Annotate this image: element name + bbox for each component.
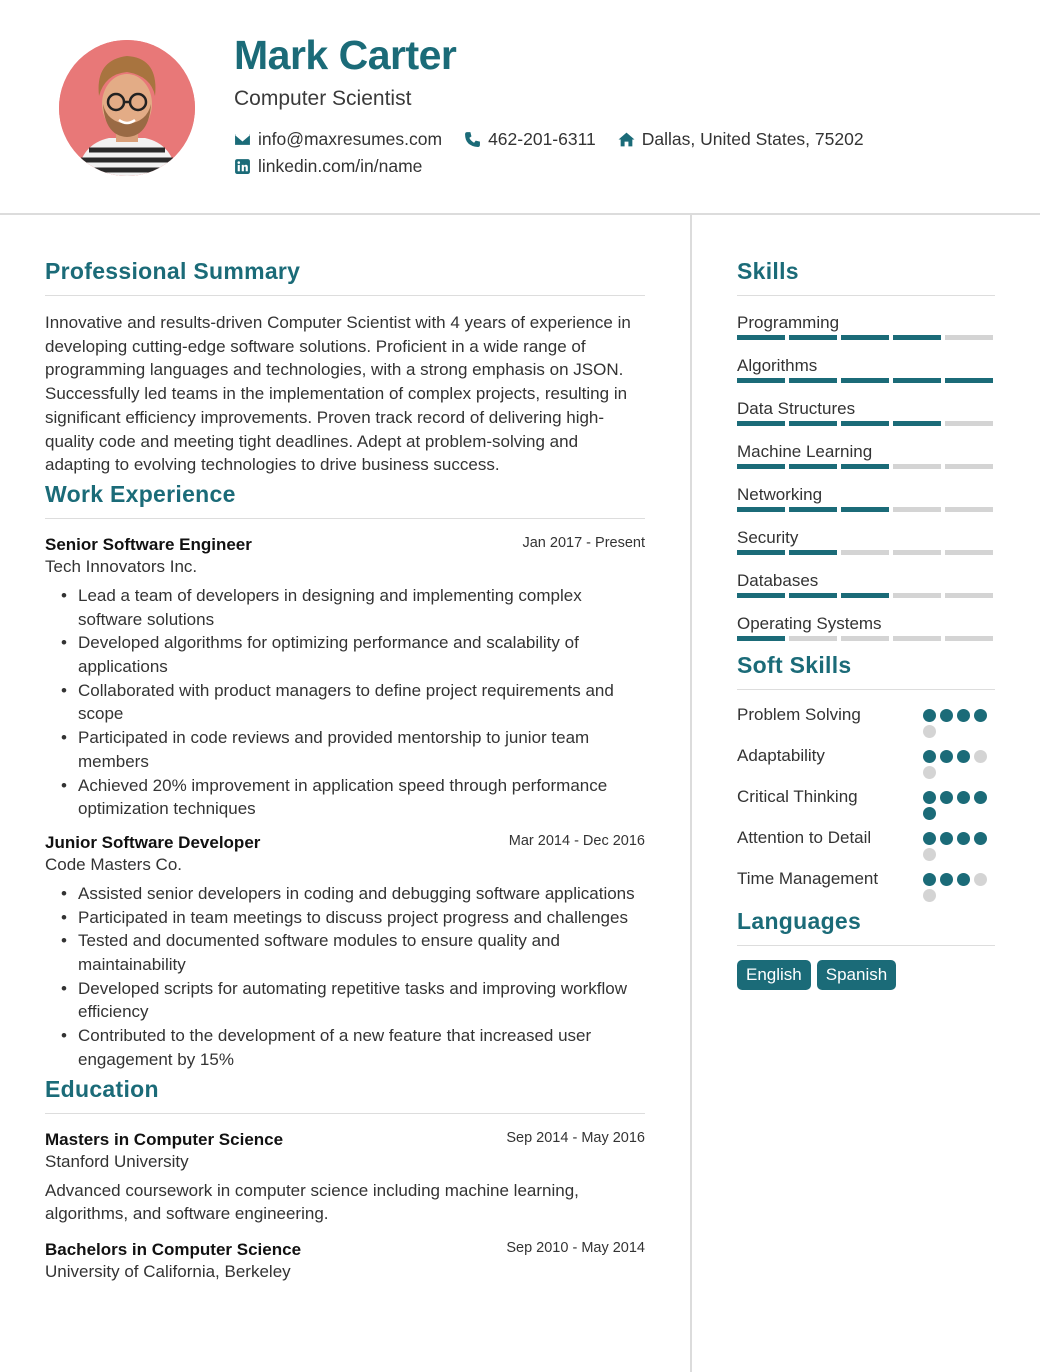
contact-phone[interactable] xyxy=(464,129,596,150)
skill-item xyxy=(737,440,995,483)
home-icon xyxy=(618,131,635,148)
rating-dot xyxy=(957,873,970,886)
skill-level-bar xyxy=(737,378,995,383)
skills-section xyxy=(737,258,995,655)
skill-level-segment xyxy=(789,550,837,555)
contact-location xyxy=(618,129,864,150)
skill-level-segment xyxy=(789,378,837,383)
contact-row xyxy=(234,156,444,177)
skill-name: Programming xyxy=(737,313,840,332)
skill-level-segment xyxy=(945,593,993,598)
soft-skills-section xyxy=(737,652,995,902)
skills-list xyxy=(737,311,995,655)
job-title: Senior Software Engineer xyxy=(45,534,252,554)
skill-item xyxy=(737,612,995,655)
languages-list xyxy=(737,960,995,990)
skill-level-segment xyxy=(737,507,785,512)
rating-dot xyxy=(974,832,987,845)
skill-level-segment xyxy=(945,550,993,555)
bullet-item: • Participated in team meetings to discuss project progress and challenges xyxy=(78,906,645,930)
skill-level-bar xyxy=(737,593,995,598)
skill-item xyxy=(737,397,995,440)
soft-skill-name: Critical Thinking xyxy=(737,787,858,806)
bullet-item: • Collaborated with product managers to define project requirements and scope xyxy=(78,679,645,726)
rating-dot xyxy=(923,807,936,820)
rating-dot xyxy=(974,791,987,804)
soft-skill-item xyxy=(737,785,995,820)
skill-name: Data Structures xyxy=(737,399,856,418)
bullet-item: • Achieved 20% improvement in application speed through performance optimization techniques xyxy=(78,774,645,821)
soft-skill-rating xyxy=(923,785,995,820)
skill-level-segment xyxy=(841,378,889,383)
section-divider xyxy=(45,295,645,296)
bullet-item: • Contributed to the development of a new feature that increased user engagement by 15% xyxy=(78,1024,645,1071)
soft-skill-name: Attention to Detail xyxy=(737,828,872,847)
section-heading: Education xyxy=(45,1075,159,1102)
skill-name: Machine Learning xyxy=(737,442,873,461)
section-divider xyxy=(45,1113,645,1114)
skill-level-bar xyxy=(737,507,995,512)
skill-level-segment xyxy=(893,593,941,598)
section-heading: Skills xyxy=(737,258,799,284)
skill-level-segment xyxy=(841,593,889,598)
bullet-item: • Assisted senior developers in coding and debugging software applications xyxy=(78,882,645,906)
sidebar-column xyxy=(737,258,995,990)
skill-item xyxy=(737,526,995,569)
skill-level-segment xyxy=(841,335,889,340)
job-bullets xyxy=(45,882,645,1072)
skill-level-segment xyxy=(841,464,889,469)
skill-level-segment xyxy=(893,421,941,426)
skill-level-segment xyxy=(945,378,993,383)
education-date: Sep 2014 - May 2016 xyxy=(506,1129,645,1146)
skill-level-segment xyxy=(789,464,837,469)
job-company: Code Masters Co. xyxy=(45,854,182,874)
soft-skill-rating xyxy=(923,744,995,779)
skill-name: Security xyxy=(737,528,799,547)
soft-skill-name: Adaptability xyxy=(737,746,825,765)
job-title: Junior Software Developer xyxy=(45,832,261,852)
job-entry xyxy=(45,535,645,821)
skill-level-segment xyxy=(841,421,889,426)
section-heading: Soft Skills xyxy=(737,652,852,678)
soft-skills-list xyxy=(737,703,995,902)
skill-item xyxy=(737,483,995,526)
contact-row xyxy=(234,129,886,150)
rating-dot xyxy=(923,873,936,886)
soft-skill-item xyxy=(737,867,995,902)
linkedin-text: linkedin.com/in/name xyxy=(258,156,423,176)
experience-section xyxy=(45,481,645,1072)
skill-level-segment xyxy=(893,335,941,340)
rating-dot xyxy=(940,709,953,722)
soft-skill-item xyxy=(737,703,995,738)
skill-level-segment xyxy=(945,507,993,512)
skill-level-segment xyxy=(789,335,837,340)
bullet-item: • Tested and documented software modules to ensure quality and maintainability xyxy=(78,929,645,976)
skill-level-segment xyxy=(841,507,889,512)
soft-skill-name: Time Management xyxy=(737,869,879,888)
skill-level-segment xyxy=(841,550,889,555)
rating-dot xyxy=(923,725,936,738)
resume-header xyxy=(0,0,1040,215)
degree-title: Masters in Computer Science xyxy=(45,1129,284,1149)
language-tag: English xyxy=(737,960,811,990)
education-description: Advanced coursework in computer science including machine learning, algorithms, and software engineering. xyxy=(45,1180,579,1224)
skill-level-bar xyxy=(737,464,995,469)
soft-skill-name: Problem Solving xyxy=(737,705,861,724)
rating-dot xyxy=(923,791,936,804)
skill-level-segment xyxy=(789,421,837,426)
soft-skill-item xyxy=(737,826,995,861)
language-tag: Spanish xyxy=(817,960,896,990)
skill-name: Databases xyxy=(737,571,819,590)
section-divider xyxy=(737,295,995,296)
job-company: Tech Innovators Inc. xyxy=(45,556,198,576)
school-name: University of California, Berkeley xyxy=(45,1261,291,1281)
section-divider xyxy=(737,689,995,690)
rating-dot xyxy=(974,873,987,886)
skill-name: Algorithms xyxy=(737,356,818,375)
education-date: Sep 2010 - May 2014 xyxy=(506,1239,645,1256)
skill-level-segment xyxy=(893,507,941,512)
soft-skill-rating xyxy=(923,867,995,902)
skill-level-segment xyxy=(945,636,993,641)
skill-level-segment xyxy=(737,335,785,340)
education-entry xyxy=(45,1240,645,1282)
location-text: Dallas, United States, 75202 xyxy=(641,129,864,149)
rating-dot xyxy=(923,832,936,845)
bullet-item: • Participated in code reviews and provided mentorship to junior team members xyxy=(78,726,645,773)
skill-item xyxy=(737,311,995,354)
skill-level-bar xyxy=(737,636,995,641)
soft-skill-item xyxy=(737,744,995,779)
skill-level-segment xyxy=(789,593,837,598)
skill-name: Operating Systems xyxy=(737,614,882,633)
skill-level-segment xyxy=(893,550,941,555)
contact-email[interactable] xyxy=(234,129,442,150)
rating-dot xyxy=(974,750,987,763)
school-name: Stanford University xyxy=(45,1151,189,1171)
section-heading: Work Experience xyxy=(45,480,236,507)
skill-level-segment xyxy=(737,378,785,383)
linkedin-icon xyxy=(234,158,251,175)
rating-dot xyxy=(923,709,936,722)
section-divider xyxy=(737,945,995,946)
job-bullets xyxy=(45,584,645,821)
rating-dot xyxy=(940,873,953,886)
rating-dot xyxy=(923,889,936,902)
section-heading: Languages xyxy=(737,908,862,934)
rating-dot xyxy=(923,848,936,861)
rating-dot xyxy=(957,750,970,763)
job-entry xyxy=(45,833,645,1072)
rating-dot xyxy=(940,750,953,763)
skill-level-segment xyxy=(737,636,785,641)
candidate-name: Mark Carter xyxy=(234,32,457,78)
skill-item xyxy=(737,569,995,612)
section-divider xyxy=(45,518,645,519)
skill-level-bar xyxy=(737,550,995,555)
skill-level-segment xyxy=(737,464,785,469)
phone-text: 462-201-6311 xyxy=(488,129,596,149)
person-portrait-icon xyxy=(59,40,195,176)
job-date: Mar 2014 - Dec 2016 xyxy=(508,832,645,849)
rating-dot xyxy=(957,791,970,804)
education-entry xyxy=(45,1130,645,1226)
bullet-item: • Lead a team of developers in designing and implementing complex software solutions xyxy=(78,584,645,631)
rating-dot xyxy=(923,750,936,763)
bullet-item: • Developed algorithms for optimizing performance and scalability of applications xyxy=(78,631,645,678)
rating-dot xyxy=(940,832,953,845)
summary-text: Innovative and results-driven Computer Scientist with 4 years of experience in developing cutting-edge software solutions. Proficient in a wide range of programming languages and technologies, with a strong emphasis on JSON. Successfully led teams in the implementation of complex projects, resulting in significant efficiency improvements. Proven track record of delivering high-quality code and meeting tight deadlines. Adept at problem-solving and adapting to evolving technologies to drive business success. xyxy=(45,313,631,475)
job-date: Jan 2017 - Present xyxy=(522,534,645,551)
column-divider xyxy=(690,215,692,1372)
rating-dot xyxy=(957,709,970,722)
skill-level-segment xyxy=(945,421,993,426)
education-section xyxy=(45,1076,645,1282)
skill-level-segment xyxy=(945,464,993,469)
section-heading: Professional Summary xyxy=(45,258,301,284)
skill-level-segment xyxy=(841,636,889,641)
rating-dot xyxy=(974,709,987,722)
soft-skill-rating xyxy=(923,703,995,738)
skill-level-segment xyxy=(893,464,941,469)
contact-linkedin[interactable] xyxy=(234,156,422,177)
skill-level-segment xyxy=(893,636,941,641)
email-text: info@maxresumes.com xyxy=(258,129,443,149)
profile-photo xyxy=(59,40,195,176)
skill-level-segment xyxy=(893,378,941,383)
rating-dot xyxy=(923,766,936,779)
bullet-item: • Developed scripts for automating repetitive tasks and improving workflow efficiency xyxy=(78,977,645,1024)
main-column xyxy=(45,258,645,1282)
soft-skill-rating xyxy=(923,826,995,861)
skill-level-segment xyxy=(737,593,785,598)
skill-level-segment xyxy=(945,335,993,340)
skill-level-segment xyxy=(737,550,785,555)
skill-level-bar xyxy=(737,421,995,426)
summary-section xyxy=(45,258,645,477)
skill-level-segment xyxy=(789,636,837,641)
skill-level-segment xyxy=(737,421,785,426)
rating-dot xyxy=(957,832,970,845)
skill-item xyxy=(737,354,995,397)
skill-name: Networking xyxy=(737,485,823,504)
envelope-icon xyxy=(234,131,251,148)
rating-dot xyxy=(940,791,953,804)
degree-title: Bachelors in Computer Science xyxy=(45,1239,302,1259)
skill-level-segment xyxy=(789,507,837,512)
phone-icon xyxy=(464,131,481,148)
candidate-title: Computer Scientist xyxy=(234,87,412,110)
languages-section xyxy=(737,908,995,990)
skill-level-bar xyxy=(737,335,995,340)
